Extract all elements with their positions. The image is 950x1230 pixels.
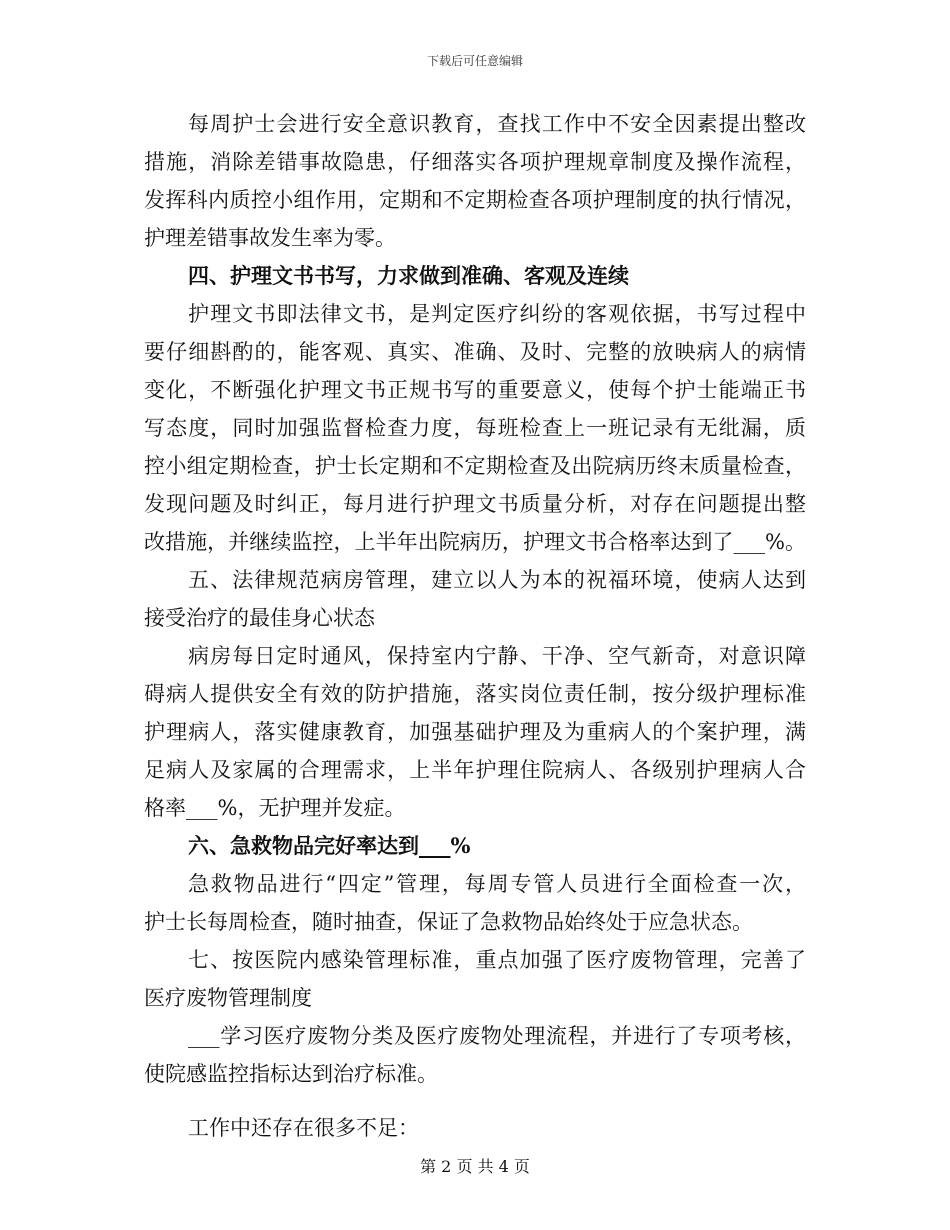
heading-line: 接受治疗的最佳身心状态 xyxy=(144,606,375,630)
section-heading-7 xyxy=(144,941,806,1017)
paragraph-line: 护士长每周检查，随时抽查，保证了急救物品始终处于应急状态。 xyxy=(144,910,753,934)
heading-line: 七、按医院内感染管理标准，重点加强了医疗废物管理，完善了 xyxy=(188,948,806,972)
page-header-note: 下载后可任意编辑 xyxy=(426,54,523,68)
paragraph-line: 碍病人提供安全有效的防护措施，落实岗位责任制，按分级护理标准 xyxy=(144,682,806,706)
heading-line: 医疗废物管理制度 xyxy=(144,986,312,1010)
paragraph-line: 发现问题及时纠正，每月进行护理文书质量分析，对存在问题提出整 xyxy=(144,492,806,516)
paragraph-line: 发挥科内质控小组作用，定期和不定期检查各项护理制度的执行情况， xyxy=(144,188,806,212)
paragraph-medical-waste xyxy=(144,1017,806,1093)
paragraph-line: 写态度，同时加强监督检查力度，每班检查上一班记录有无纰漏，质 xyxy=(144,416,806,440)
document-body xyxy=(144,105,806,1147)
paragraph-shortcomings: 工作中还存在很多不足： xyxy=(188,1116,419,1140)
paragraph-line: 护理差错事故发生率为零。 xyxy=(144,226,396,250)
page-number: 第 2 页 共 4 页 xyxy=(420,1157,530,1176)
section-heading-4: 四、护理文书书写，力求做到准确、客观及连续 xyxy=(188,263,629,288)
paragraph-line: 措施，消除差错事故隐患，仔细落实各项护理规章制度及操作流程， xyxy=(144,150,806,174)
paragraph-emergency-items xyxy=(144,865,806,941)
paragraph-safety-education xyxy=(144,105,806,257)
paragraph-line: 改措施，并继续监控，上半年出院病历，护理文书合格率达到了___%。 xyxy=(144,530,806,554)
section-heading-6: 六、急救物品完好率达到___% xyxy=(188,833,471,858)
paragraph-line: 每周护士会进行安全意识教育，查找工作中不安全因素提出整改 xyxy=(188,112,806,136)
paragraph-nursing-records xyxy=(144,295,806,561)
heading-line: 五、法律规范病房管理，建立以人为本的祝福环境，使病人达到 xyxy=(188,568,806,592)
paragraph-line: ___学习医疗废物分类及医疗废物处理流程，并进行了专项考核， xyxy=(188,1024,806,1048)
paragraph-line: 格率___%，无护理并发症。 xyxy=(144,796,406,820)
paragraph-line: 变化，不断强化护理文书正规书写的重要意义，使每个护士能端正书 xyxy=(144,378,806,402)
paragraph-line: 急救物品进行“四定”管理，每周专管人员进行全面检查一次， xyxy=(188,872,806,896)
section-heading-5 xyxy=(144,561,806,637)
paragraph-ward-management xyxy=(144,637,806,827)
paragraph-line: 使院感监控指标达到治疗标准。 xyxy=(144,1062,438,1086)
paragraph-line: 控小组定期检查，护士长定期和不定期检查及出院病历终末质量检查， xyxy=(144,454,806,478)
paragraph-line: 护理文书即法律文书，是判定医疗纠纷的客观依据，书写过程中 xyxy=(188,302,806,326)
paragraph-line: 护理病人，落实健康教育，加强基础护理及为重病人的个案护理，满 xyxy=(144,720,806,744)
paragraph-line: 足病人及家属的合理需求，上半年护理住院病人、各级别护理病人合 xyxy=(144,758,806,782)
paragraph-line: 病房每日定时通风，保持室内宁静、干净、空气新奇，对意识障 xyxy=(188,644,806,668)
paragraph-line: 要仔细斟酌的，能客观、真实、准确、及时、完整的放映病人的病情 xyxy=(144,340,806,364)
